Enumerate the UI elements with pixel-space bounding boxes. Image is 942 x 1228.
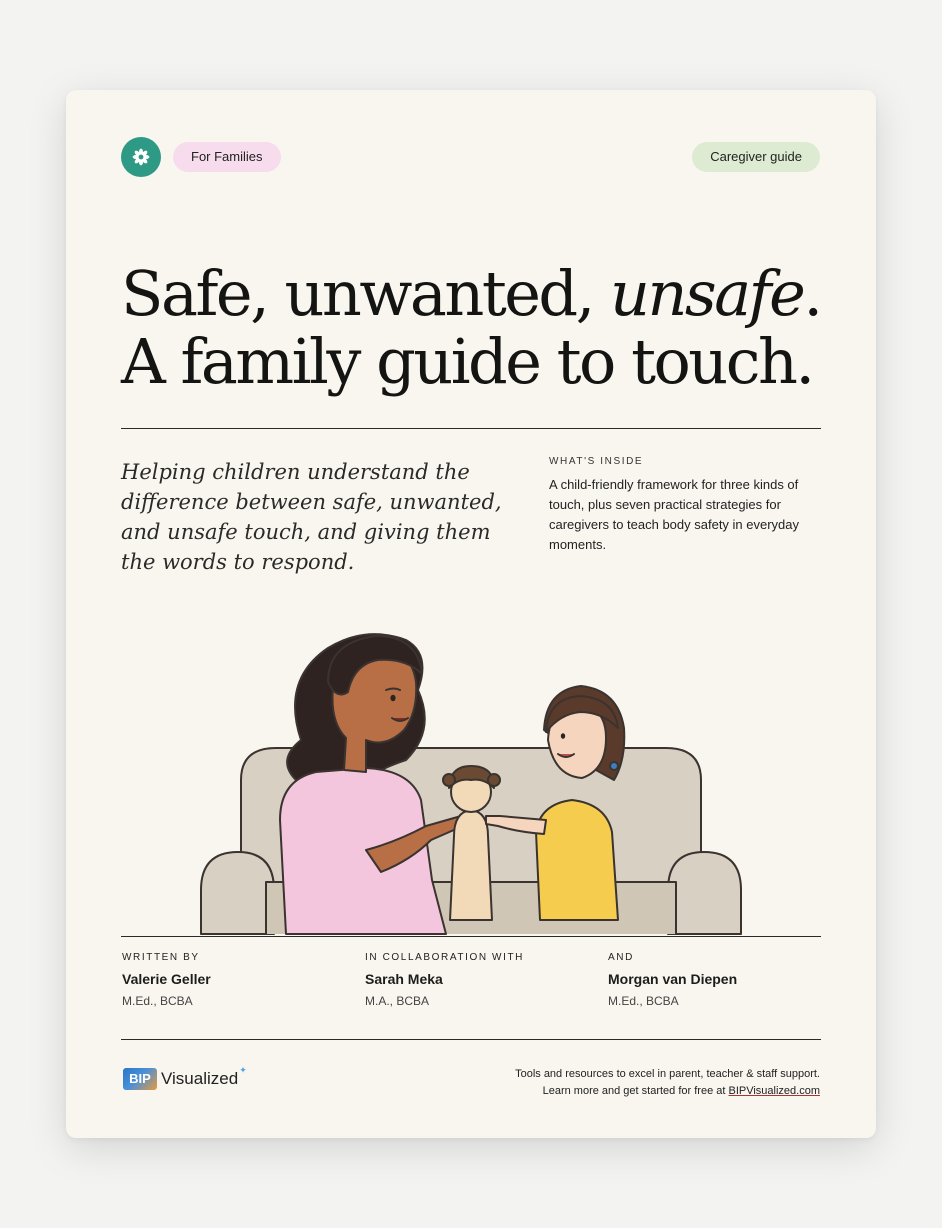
lead-paragraph: Helping children understand the difference between safe, unwanted, and unsafe touch, and giving them the words to respond. bbox=[121, 460, 502, 574]
flower-logo-icon bbox=[121, 137, 161, 177]
footer-line2-prefix: Learn more and get started for free at bbox=[542, 1085, 729, 1097]
audience-pill: For Families bbox=[173, 142, 281, 172]
whats-inside-label: WHAT'S INSIDE bbox=[549, 456, 644, 467]
illustration-divider bbox=[121, 936, 821, 937]
brand-name: Visualized bbox=[161, 1069, 239, 1088]
title-divider bbox=[121, 428, 821, 429]
guide-type-pill: Caregiver guide bbox=[692, 142, 820, 172]
credit-collaboration bbox=[365, 952, 524, 1008]
sparkle-icon: ✦ bbox=[239, 1064, 247, 1075]
credit-label: IN COLLABORATION WITH bbox=[365, 952, 524, 963]
whats-inside-text: A child-friendly framework for three kinds of touch, plus seven practical strategies for caregivers to teach body safety in everyday moments. bbox=[549, 477, 800, 552]
footer-line1: Tools and resources to excel in parent, teacher & staff support. bbox=[515, 1068, 820, 1080]
credit-name: Morgan van Diepen bbox=[608, 971, 738, 987]
credit-label: WRITTEN BY bbox=[122, 952, 200, 963]
brand-logo[interactable] bbox=[123, 1064, 247, 1090]
credit-and bbox=[608, 952, 737, 1008]
page-title bbox=[121, 257, 841, 398]
credit-title: M.Ed., BCBA bbox=[608, 994, 679, 1008]
title-line1-end: . bbox=[803, 257, 821, 330]
credit-title: M.A., BCBA bbox=[365, 994, 430, 1008]
credit-name: Valerie Geller bbox=[122, 971, 211, 987]
footer-tagline bbox=[515, 1066, 820, 1100]
credit-label: AND bbox=[608, 952, 634, 963]
website-link[interactable]: BIPVisualized.com bbox=[728, 1085, 820, 1097]
title-line1-text: Safe, unwanted, bbox=[121, 257, 611, 330]
credit-name: Sarah Meka bbox=[365, 971, 443, 987]
guide-cover bbox=[66, 90, 876, 1138]
title-italic-word: unsafe bbox=[610, 257, 804, 330]
credit-written-by bbox=[122, 952, 211, 1008]
caregiver-child-illustration bbox=[66, 620, 876, 936]
brand-badge: BIP bbox=[123, 1068, 157, 1090]
credit-title: M.Ed., BCBA bbox=[122, 994, 193, 1008]
footer-divider bbox=[121, 1039, 821, 1040]
title-line2-text: A family guide to touch. bbox=[121, 325, 813, 398]
footer-line2 bbox=[515, 1083, 820, 1100]
